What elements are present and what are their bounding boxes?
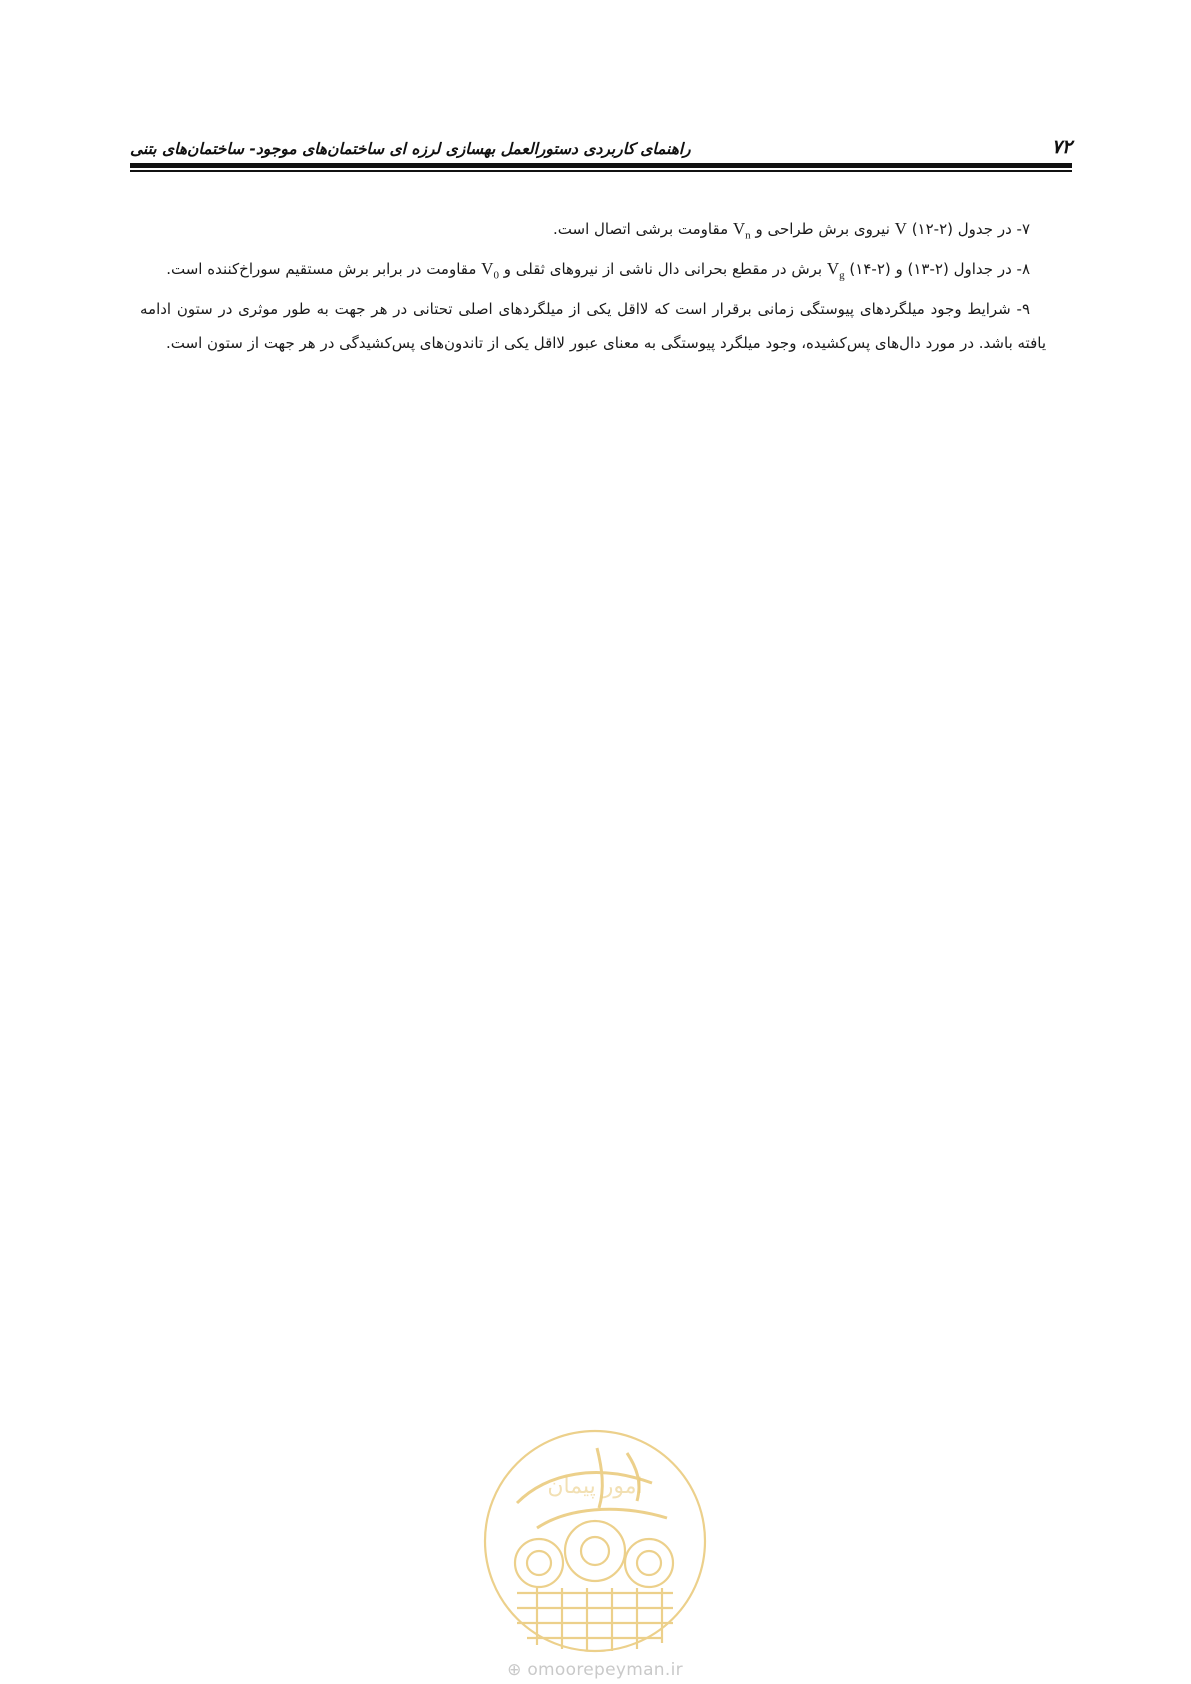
globe-icon: ⊕ xyxy=(507,1660,522,1680)
symbol-v0-subscript: 0 xyxy=(493,269,499,282)
symbol-vg-subscript: g xyxy=(839,269,845,282)
body-text xyxy=(140,212,1046,366)
running-title: راهنمای کاربردی دستورالعمل بهسازی لرزه ای ساختمان‌های موجود- ساختمان‌های بتنی xyxy=(130,140,691,158)
symbol-vg xyxy=(826,259,845,282)
watermark-logo xyxy=(477,1423,713,1659)
symbol-v0-base: V xyxy=(481,259,494,278)
page-header xyxy=(130,122,1072,158)
watermark-site-text: omoorepeyman.ir xyxy=(527,1660,683,1680)
watermark-logo-text: امور پیمان xyxy=(547,1474,643,1499)
paragraph-7-text-a: ۷- در جدول (۲-۱۲) xyxy=(906,220,1030,238)
symbol-v0 xyxy=(481,259,499,282)
paragraph-7 xyxy=(140,212,1046,246)
header-rule-thin xyxy=(130,170,1072,172)
symbol-vn xyxy=(732,219,751,242)
paragraph-7-text-c: مقاومت برشی اتصال است. xyxy=(553,220,733,238)
symbol-vg-base: V xyxy=(826,259,840,278)
symbol-vn-subscript: n xyxy=(745,229,751,242)
page-number: ۷۲ xyxy=(1051,136,1072,158)
symbol-v: V xyxy=(894,219,907,238)
watermark-site xyxy=(440,1660,750,1680)
paragraph-9: ۹- شرایط وجود میلگردهای پیوستگی زمانی برقرار است که لااقل یکی از میلگردهای اصلی تحتانی در هر جهت به طور موثری در ستون ادامه یافته باشد. در مورد دال‌های پس‌کشیده، وجود میلگرد پیوستگی به معنای عبور لااقل یکی از تاندون‌های پس‌کشیدگی در هر جهت از ستون است. xyxy=(140,300,1046,352)
header-rule-thick xyxy=(130,163,1072,168)
paragraph-8 xyxy=(140,252,1046,286)
symbol-vn-base: V xyxy=(732,219,746,238)
paragraph-8-text-c: مقاومت در برابر برش مستقیم سوراخ‌کننده است. xyxy=(166,260,482,278)
paragraph-8-text-b: برش در مقطع بحرانی دال ناشی از نیروهای ثقلی و xyxy=(498,260,827,278)
paragraph-8-text-a: ۸- در جداول (۲-۱۳) و (۲-۱۴) xyxy=(844,260,1030,278)
paragraph-7-text-b: نیروی برش طراحی و xyxy=(750,220,895,238)
